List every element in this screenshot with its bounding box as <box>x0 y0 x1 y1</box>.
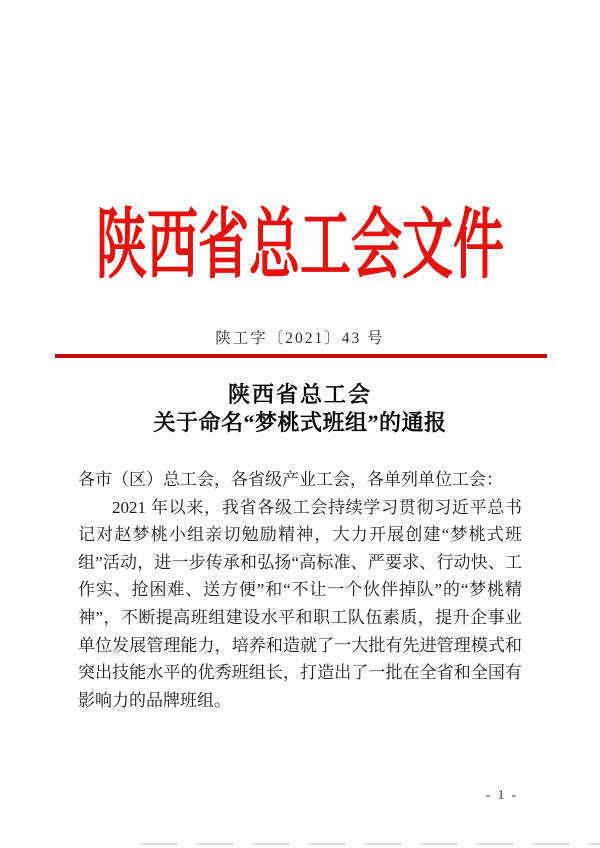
document-title <box>0 381 600 437</box>
scan-edge-line <box>140 843 600 845</box>
document-body <box>78 466 522 714</box>
document-letterhead <box>0 196 600 289</box>
page-number: - 1 - <box>485 787 519 802</box>
document-title-line-1: 陕西省总工会 <box>227 382 372 407</box>
red-divider-line <box>55 354 547 358</box>
document-title-line-2: 关于命名“梦桃式班组”的通报 <box>153 410 447 435</box>
document-reference-number: 陕工字〔2021〕43 号 <box>215 330 385 347</box>
salutation-line: 各市（区）总工会，各省级产业工会，各单列单位工会： <box>78 470 503 489</box>
issuing-agency-title: 陕西省总工会文件 <box>95 205 504 289</box>
body-paragraph: 2021 年以来，我省各级工会持续学习贯彻习近平总书记对赵梦桃小组亲切勉励精神，大力开展创建“梦桃式班组”活动，进一步传承和弘扬“高标准、严要求、行动快、工作实、抢困难、送方便”和“不让一个伙伴掉队”的“梦桃精神”，不断提高班组建设水平和职工队伍素质，提升企事业单位发展管理能力，培养和造就了一大批有先进管理模式和突出技能水平的优秀班组长，打造出了一批在全省和全国有影响力的品牌班组。 <box>78 497 522 710</box>
